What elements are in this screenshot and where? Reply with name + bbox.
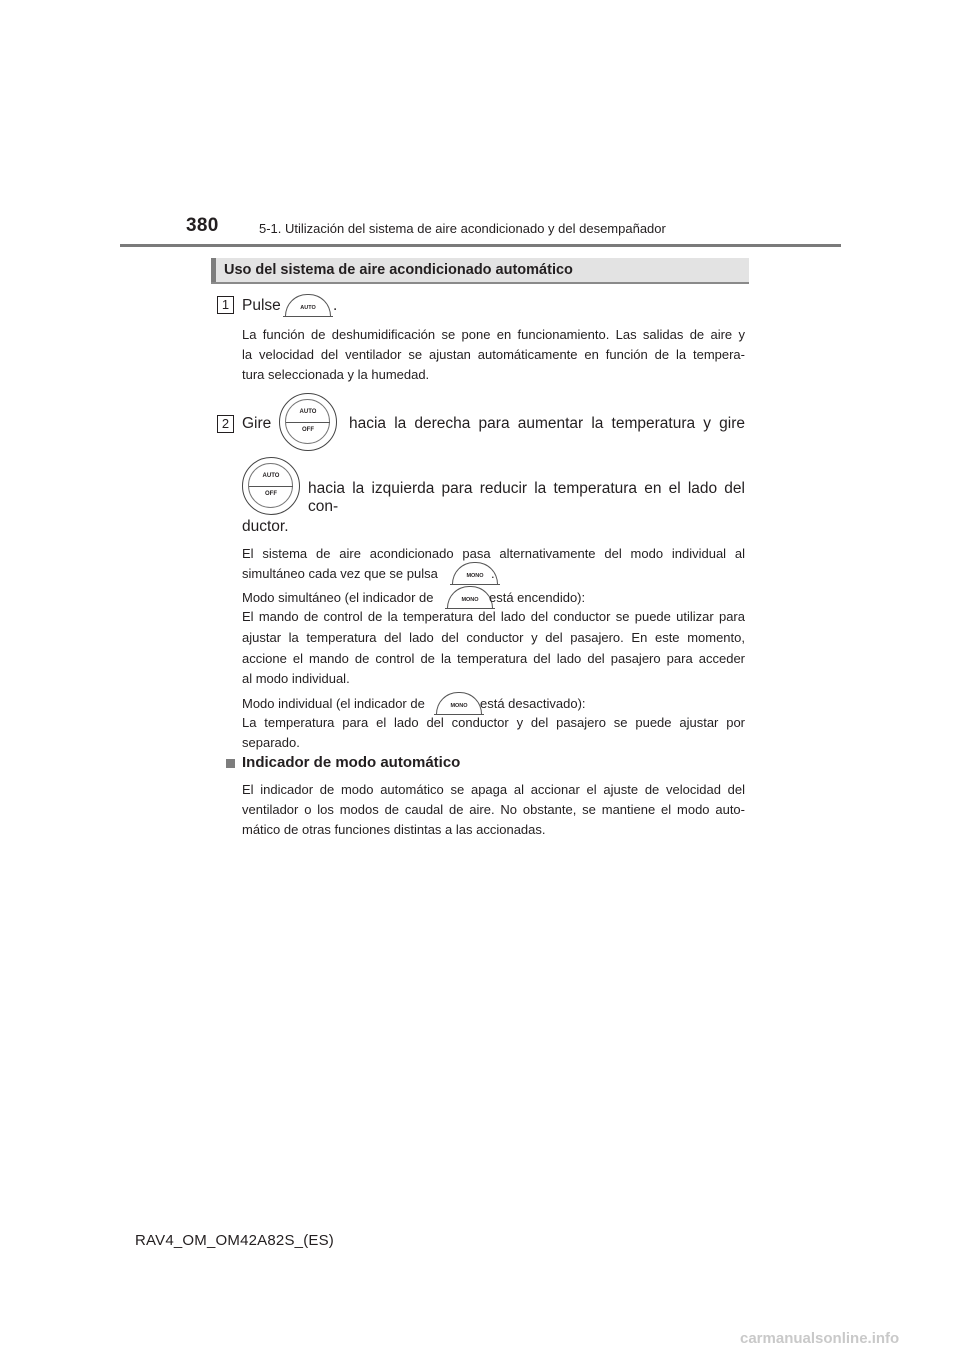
knob-divider [249, 486, 293, 487]
step2-body-line: El sistema de aire acondicionado pasa alternativamente del modo individual al [242, 546, 745, 561]
step2-mode-simultaneous-after: está encendido): [489, 590, 586, 605]
temperature-knob-icon [279, 393, 337, 451]
knob-auto-label: AUTO [299, 409, 317, 415]
auto-mode-body-line: ventilador o los modos de caudal de aire. No obstante, se mantiene el modo auto- [242, 802, 745, 817]
step-number-1: 1 [217, 296, 234, 314]
step2-body-line: La temperatura para el lado del conductor y del pasajero se puede ajustar por [242, 715, 745, 730]
mono-button-label: MONO [461, 597, 479, 603]
knob-divider [286, 422, 330, 423]
step2-body-line: El mando de control de la temperatura del lado del conductor se puede utilizar para [242, 609, 745, 624]
auto-mode-body-line: El indicador de modo automático se apaga al accionar el ajuste de velocidad del [242, 782, 745, 797]
step2-body-line: simultáneo cada vez que se pulsa [242, 566, 438, 581]
step2-text-line2: hacia la izquierda para reducir la temperatura en el lado del con- [308, 480, 745, 515]
step1-body-line: la velocidad del ventilador se ajustan automáticamente en función de la tempera- [242, 347, 745, 362]
header-divider [120, 244, 841, 247]
step2-body-line: . [491, 566, 495, 581]
step2-body-line: al modo individual. [242, 671, 350, 686]
temperature-knob-icon [242, 457, 300, 515]
step2-body-line: accione el mando de control de la temperatura del lado del pasajero para acceder [242, 651, 745, 666]
step2-body-line: separado. [242, 735, 300, 750]
step1-text-after: . [333, 297, 338, 314]
step2-mode-individual-after: está desactivado): [480, 696, 586, 711]
page-number: 380 [186, 215, 219, 236]
document-code: RAV4_OM_OM42A82S_(ES) [135, 1232, 335, 1249]
step2-mode-simultaneous: Modo simultáneo (el indicador de [242, 590, 434, 605]
mono-button-label: MONO [450, 703, 468, 709]
mono-button-label: MONO [466, 573, 484, 579]
section-title: Uso del sistema de aire acondicionado automático [224, 262, 573, 278]
step2-body-line: ajustar la temperatura del lado del conductor y del pasajero. En este momento, [242, 630, 745, 645]
step2-text-line3: ductor. [242, 518, 289, 535]
auto-mode-body-line: mático de otras funciones distintas a las accionadas. [242, 822, 546, 837]
step2-mode-individual: Modo individual (el indicador de [242, 696, 425, 711]
step2-text-line1: hacia la derecha para aumentar la temperatura y gire [349, 415, 745, 432]
watermark: carmanualsonline.info [740, 1330, 900, 1347]
mono-button-icon [447, 586, 493, 608]
auto-button-label: AUTO [300, 305, 316, 311]
step2-text-gire: Gire [242, 415, 272, 432]
section-accent [211, 258, 216, 282]
chapter-title: 5-1. Utilización del sistema de aire acondicionado y del desempañador [259, 221, 666, 236]
step-number-2: 2 [217, 415, 234, 433]
auto-mode-heading: Indicador de modo automático [242, 754, 461, 771]
auto-button-icon [285, 294, 331, 316]
section-header [211, 258, 749, 284]
knob-off-label: OFF [302, 427, 314, 433]
step1-body-line: tura seleccionada y la humedad. [242, 367, 430, 382]
mono-button-icon [436, 692, 482, 714]
knob-auto-label: AUTO [262, 473, 280, 479]
step1-text-before: Pulse [242, 297, 281, 314]
step1-body-line: La función de deshumidificación se pone en funcionamiento. Las salidas de aire y [242, 327, 745, 342]
knob-off-label: OFF [265, 491, 277, 497]
bullet-square-icon [226, 759, 235, 768]
